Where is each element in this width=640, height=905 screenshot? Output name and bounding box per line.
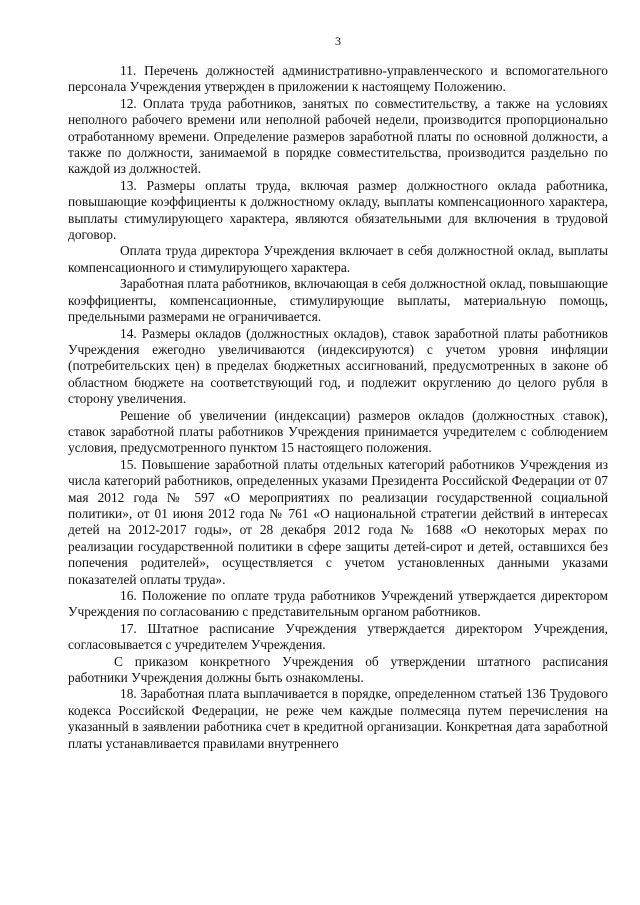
paragraph-director-pay: Оплата труда директора Учреждения включает в себя должностной оклад, выплаты компенсационного и стимулирующего характера. (68, 243, 608, 275)
paragraph-13: 13. Размеры оплаты труда, включая размер должностного оклада работника, повышающие коэффициенты к должностному окладу, выплаты компенсационного характера, выплаты стимулирующего характера, являются обязательными для включения в трудовой договор. (68, 177, 608, 243)
paragraph-indexation-decision: Решение об увеличении (индексации) размеров окладов (должностных ставок), ставок заработной платы работников Учреждения принимается учредителем с соблюдением условия, предусмотренного пунктом 15 настоящего положения. (68, 407, 608, 456)
paragraph-11: 11. Перечень должностей административно-управленческого и вспомогательного персонала Учреждения утвержден в приложении к настоящему Положению. (68, 63, 608, 95)
paragraph-18: 18. Заработная плата выплачивается в порядке, определенном статьей 136 Трудового кодекса Российской Федерации, не реже чем каждые полмесяца путем перечисления на указанный в заявлении работника счет в кредитной организации. Конкретная дата заработной платы устанавливается правилами внутреннего (68, 686, 608, 751)
page-number: 3 (335, 34, 341, 48)
paragraph-17: 17. Штатное расписание Учреждения утверждается директором Учреждения, согласовывается с учредителем Учреждения. (68, 620, 608, 653)
paragraph-12: 12. Оплата труда работников, занятых по совместительству, а также на условиях неполного рабочего времени или неполной рабочей недели, производится пропорционально отработанному времени. Определение размеров заработной платы по основной должности, а также по должности, занимаемой в порядке совместительства, производится раздельно по каждой из должностей. (68, 95, 608, 177)
paragraph-16: 16. Положение по оплате труда работников Учреждений утверждается директором Учреждения по согласованию с представительным органом работников. (68, 588, 608, 620)
paragraph-staff-schedule-notice: С приказом конкретного Учреждения об утверждении штатного расписания работники Учреждения должны быть ознакомлены. (68, 653, 608, 686)
paragraph-15: 15. Повышение заработной платы отдельных категорий работников Учреждения из числа категорий работников, определенных указами Президента Российской Федерации от 07 мая 2012 года № 597 «О мероприятиях по реализации государственной социальной политики», от 01 июня 2012 года № 761 «О национальной стратегии действий в интересах детей на 2012-2017 годы», от 28 декабря 2012 года № 1688 «О некоторых мерах по реализации государственной политики в сфере защиты детей-сирот и детей, оставшихся без попечения родителей», осуществляется с учетом установленных данными указами показателей оплаты труда». (68, 456, 608, 587)
paragraph-14: 14. Размеры окладов (должностных окладов), ставок заработной платы работников Учреждения ежегодно увеличиваются (индексируются) с учетом уровня инфляции (потребительских цен) в пределах бюджетных ассигнований, предусмотренных в законе об областном бюджете на соответствующий год, и подлежит округлению до целого рубля в сторону увеличения. (68, 325, 608, 407)
paragraph-salary-limits: Заработная плата работников, включающая в себя должностной оклад, повышающие коэффициенты, компенсационные, стимулирующие выплаты, материальную помощь, предельными размерами не ограничивается. (68, 276, 608, 325)
